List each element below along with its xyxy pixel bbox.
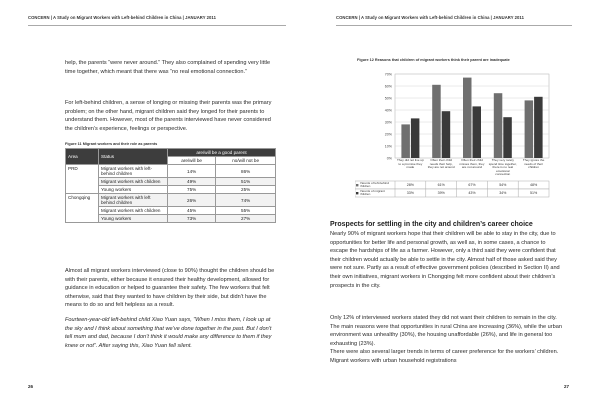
- running-header-right: CONCERN | A Study on Migrant Workers with Left-behind Children in China | JANUARY 2011: [336, 15, 524, 20]
- cell-no: 86%: [216, 165, 276, 178]
- page-number-left: 26: [28, 384, 34, 389]
- category-label-text: Often their child misses them, they are not around: [459, 159, 485, 170]
- data-label: 54%: [499, 183, 507, 188]
- paragraph-1: help, the parents “were never around.” They also complained of spending very little time together, which meant that there was “no real emotional connection.”: [65, 60, 271, 75]
- legend-entry-text: Parents of migrant children: [359, 189, 385, 196]
- y-tick-label: 30%: [384, 120, 392, 125]
- page-number-right: 27: [564, 384, 570, 389]
- header-yes: are/will be: [168, 157, 216, 165]
- category-label-text: They did not live up to a promise they made: [396, 159, 424, 170]
- parent-role-table: [65, 148, 276, 223]
- x-category-label: [458, 159, 487, 181]
- data-label: 48%: [529, 183, 538, 188]
- y-tick-label: 50%: [384, 96, 392, 101]
- data-label: 28%: [406, 183, 415, 188]
- paragraph-6: Only 12% of interviewed workers stated they did not want their children to remain in the city. The main reasons were that opportunities in rural China are increasing (36%), while the urban environment was unhealthy (30%), the housing unaffordable (26%), and life in general too exhausting (23%).: [330, 315, 562, 347]
- cell-status: Migrant workers with children: [99, 178, 168, 186]
- bar-series2: [534, 97, 543, 158]
- bar-series1: [432, 85, 441, 158]
- category-label-text: They very rarely spend time together, there is no real emotional connection: [488, 159, 517, 177]
- bar-series1: [494, 93, 503, 158]
- data-label: 43%: [468, 191, 476, 196]
- running-header-left: CONCERN | A Study on Migrant Workers with Left-behind Children in China | JANUARY 2011: [28, 15, 216, 20]
- bar-series2: [503, 117, 512, 158]
- data-label: 39%: [437, 191, 445, 196]
- x-category-label: [396, 159, 425, 181]
- cell-area: Chongqing: [66, 194, 99, 223]
- bar-series2: [473, 106, 482, 158]
- category-label-text: Often their child needs their help, they are not around: [427, 159, 455, 170]
- cell-yes: 14%: [168, 165, 216, 178]
- right-page: [300, 0, 600, 407]
- y-tick-label: 70%: [384, 72, 392, 77]
- cell-yes: 73%: [168, 215, 216, 223]
- paragraph-3: Almost all migrant workers interviewed (close to 90%) thought the children should be with their parents, either because it ensured their healthy development, allowed for guidance in education or helped to guarantee their safety. The few workers that felt otherwise, said that they wanted to have children by their side, but didn’t have the means to do so and felt helpless as a result.: [65, 268, 275, 309]
- paragraph-2: For left-behind children, a sense of longing or missing their parents was the primary problem; on the other hand, migrant children said they longed for their parents to understand them. However, most of the parents interviewed have never considered the children’s experience, feelings or perspective.: [65, 100, 272, 132]
- category-label-text: They ignore the needs of their children: [522, 159, 545, 170]
- paragraph-4: Fourteen-year-old left-behind child Xiao Yuan says, “When I miss them, I look up at the sky and I think about something that we’ve done together in the past. But I don’t tell mum and dad, because I don’t think it would make any difference to them if they knew or not”. After saying this, Xiao Yuan fell silent.: [65, 317, 272, 349]
- table-row: [66, 165, 276, 178]
- paragraph-5: Nearly 90% of migrant workers hope that their children will be able to stay in the city, due to opportunities for better life and personal growth, as well as, in some cases, a chance to escape the hardships of life as a farmer. However, only a third said they were confident that their children would actually be able to settle in the city. Almost half of those asked said they were not sure. Partly as a result of effective government policies (described in Section II) and their own initiatives, migrant workers in Chongqing felt more confident about their children’s prospects in the city.: [330, 231, 560, 289]
- bar-series2: [411, 118, 420, 158]
- header-rule-left: [28, 25, 286, 26]
- x-category-label: [488, 159, 517, 181]
- legend-entry-text: Parents of left-behind children: [359, 181, 389, 188]
- header-status: Status: [99, 149, 168, 165]
- chart-svg: [355, 68, 551, 216]
- legend-swatch: [356, 192, 358, 194]
- data-label: 67%: [468, 183, 476, 188]
- reasons-bar-chart: [355, 68, 551, 216]
- cell-yes: 49%: [168, 178, 216, 186]
- bar-series2: [442, 111, 451, 158]
- header-no: no/will not be: [216, 157, 276, 165]
- bar-series1: [463, 78, 472, 158]
- header-area: Area: [66, 149, 99, 165]
- cell-status: Migrant workers with left-behind children: [99, 165, 168, 178]
- figure-12-title: Figure 12 Reasons that children of migrant workers think their parent are inadequate: [357, 58, 510, 62]
- cell-status: Migrant workers with children: [99, 207, 168, 215]
- data-label: 51%: [529, 191, 538, 196]
- y-tick-label: 60%: [384, 84, 392, 89]
- y-tick-label: 0%: [386, 156, 392, 161]
- header-rule-right: [336, 25, 572, 26]
- bar-series1: [525, 100, 534, 158]
- data-label: 34%: [499, 191, 507, 196]
- x-category-label: [427, 159, 456, 181]
- cell-status: Migrant workers with left behind children: [99, 194, 168, 207]
- y-tick-label: 20%: [384, 132, 392, 137]
- legend-entry: [360, 182, 393, 190]
- legend-swatch: [356, 184, 358, 186]
- section-heading: Prospects for settling in the city and children’s career choice: [330, 221, 533, 228]
- cell-status: Young workers: [99, 186, 168, 194]
- paragraph-7: There were also several larger trends in terms of career preference for the workers’ children. Migrant workers with urban household registrations: [330, 349, 559, 364]
- y-tick-label: 40%: [384, 108, 392, 113]
- figure-11-title: Figure 11 Migrant workers and their role as parents: [65, 142, 158, 146]
- table-row: [66, 194, 276, 207]
- header-good-parent: are/will be a good parent: [168, 149, 276, 157]
- cell-no: 51%: [216, 178, 276, 186]
- cell-no: 74%: [216, 194, 276, 207]
- cell-no: 25%: [216, 186, 276, 194]
- x-category-label: [519, 159, 548, 181]
- data-label: 33%: [406, 191, 415, 196]
- bar-series1: [401, 124, 410, 158]
- cell-yes: 45%: [168, 207, 216, 215]
- data-label: 61%: [437, 183, 445, 188]
- cell-area: PRD: [66, 165, 99, 194]
- cell-status: Young workers: [99, 215, 168, 223]
- legend-entry: [360, 190, 393, 198]
- cell-no: 27%: [216, 215, 276, 223]
- cell-yes: 75%: [168, 186, 216, 194]
- y-tick-label: 10%: [384, 144, 392, 149]
- cell-yes: 26%: [168, 194, 216, 207]
- cell-no: 55%: [216, 207, 276, 215]
